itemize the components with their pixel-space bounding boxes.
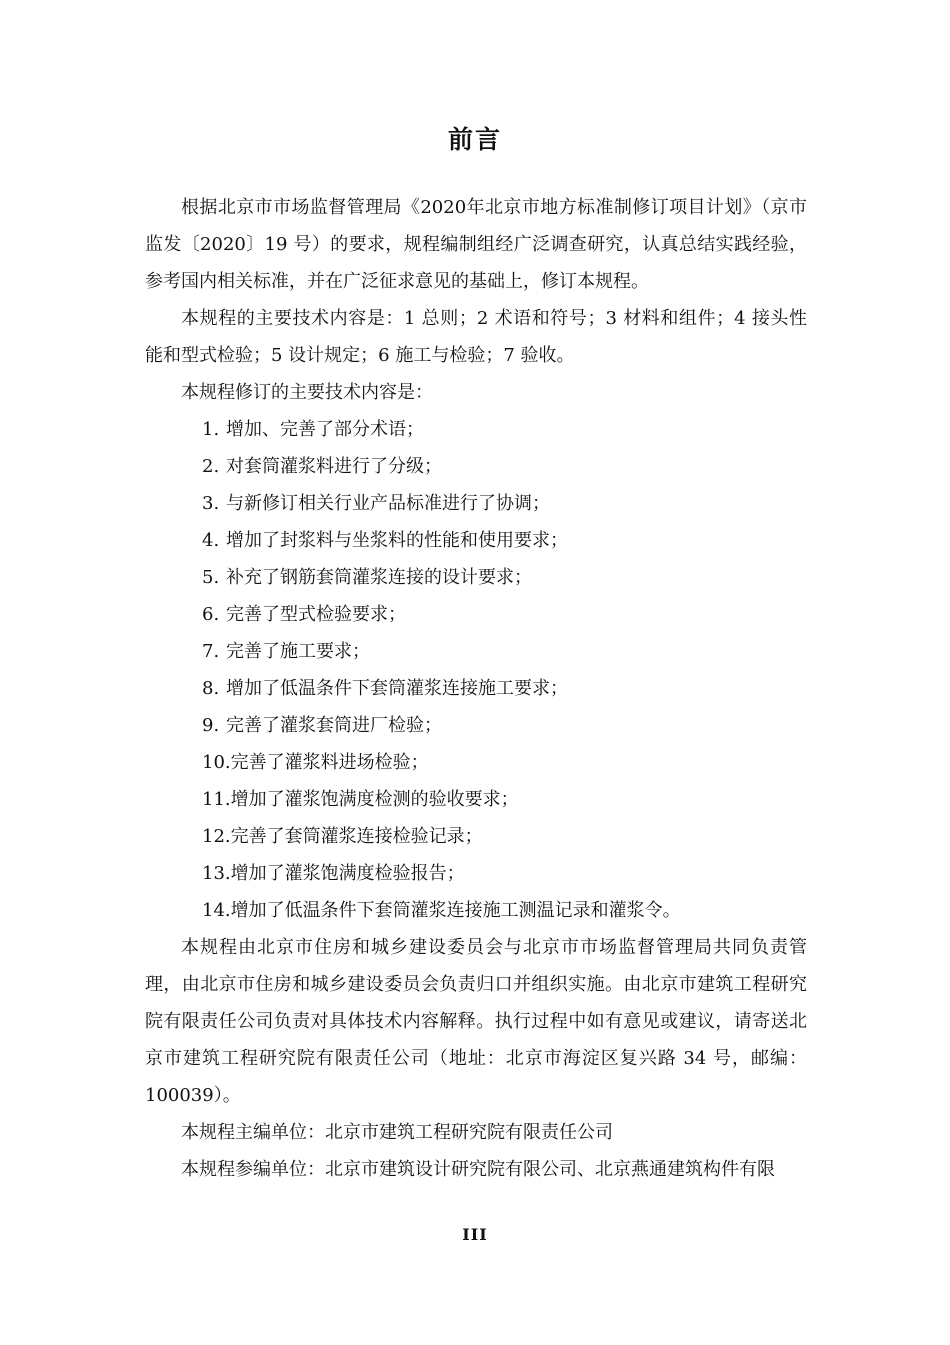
list-item-text: 完善了型式检验要求； [226,604,406,625]
list-item [145,522,807,559]
intro-paragraph: 根据北京市市场监督管理局《2020年北京市地方标准制修订项目计划》（京市监发〔2020〕19 号）的要求，规程编制组经广泛调查研究，认真总结实践经验，参考国内相关标准，并在广泛征求意见的基础上，修订本规程。 [145,197,807,292]
list-item-text: 与新修订相关行业产品标准进行了协调； [226,493,550,514]
list-item-number: 14. [202,900,231,921]
list-item-number: 9. [202,715,220,736]
list-item-text: 完善了灌浆套筒进厂检验； [226,715,442,736]
list-item-number: 1. [202,419,220,440]
list-item [145,670,807,707]
list-item [145,818,807,855]
contents-paragraph: 本规程的主要技术内容是：1 总则；2 术语和符号；3 材料和组件；4 接头性能和型式检验；5 设计规定；6 施工与检验；7 验收。 [145,308,807,366]
list-item-number: 7. [202,641,220,662]
document-body [145,189,807,1188]
list-item-text: 完善了套筒灌浆连接检验记录； [230,826,483,847]
list-item-text: 完善了灌浆料进场检验； [230,752,429,773]
list-item [145,781,807,818]
list-item-text: 增加了封浆料与坐浆料的性能和使用要求； [226,530,568,551]
participating-units-paragraph: 本规程参编单位：北京市建筑设计研究院有限公司、北京燕通建筑构件有限 [181,1159,775,1180]
list-item [145,485,807,522]
page-number: III [462,1225,488,1244]
list-item-number: 3. [202,493,220,514]
page-title: 前言 [447,125,502,154]
list-item-text: 增加、完善了部分术语； [226,419,424,440]
revisions-heading: 本规程修订的主要技术内容是： [181,382,433,403]
chief-editor-paragraph: 本规程主编单位：北京市建筑工程研究院有限责任公司 [181,1122,613,1143]
list-item-number: 10. [202,752,231,773]
list-item-text: 增加了灌浆饱满度检测的验收要求； [230,789,519,810]
list-item-number: 6. [202,604,220,625]
list-item-text: 增加了灌浆饱满度检验报告； [230,863,465,884]
list-item [145,855,807,892]
list-item-text: 增加了低温条件下套筒灌浆连接施工要求； [226,678,568,699]
list-item-text: 增加了低温条件下套筒灌浆连接施工测温记录和灌浆令。 [230,900,681,921]
list-item-number: 13. [202,863,231,884]
list-item [145,744,807,781]
list-item-number: 4. [202,530,220,551]
list-item-number: 12. [202,826,231,847]
list-item-number: 11. [202,789,231,810]
list-item [145,707,807,744]
list-item-text: 对套筒灌浆料进行了分级； [226,456,442,477]
list-item [145,448,807,485]
list-item-number: 5. [202,567,220,588]
list-item [145,633,807,670]
list-item-number: 8. [202,678,220,699]
list-item-text: 补充了钢筋套筒灌浆连接的设计要求； [226,567,532,588]
revision-list [145,411,807,929]
management-paragraph: 本规程由北京市住房和城乡建设委员会与北京市市场监督管理局共同负责管理，由北京市住房和城乡建设委员会负责归口并组织实施。由北京市建筑工程研究院有限责任公司负责对具体技术内容解释。执行过程中如有意见或建议，请寄送北京市建筑工程研究院有限责任公司（地址：北京市海淀区复兴路 34 号，邮编：100039）。 [145,937,807,1106]
list-item [145,411,807,448]
list-item [145,596,807,633]
list-item-text: 完善了施工要求； [226,641,370,662]
list-item [145,892,807,929]
list-item-number: 2. [202,456,220,477]
list-item [145,559,807,596]
